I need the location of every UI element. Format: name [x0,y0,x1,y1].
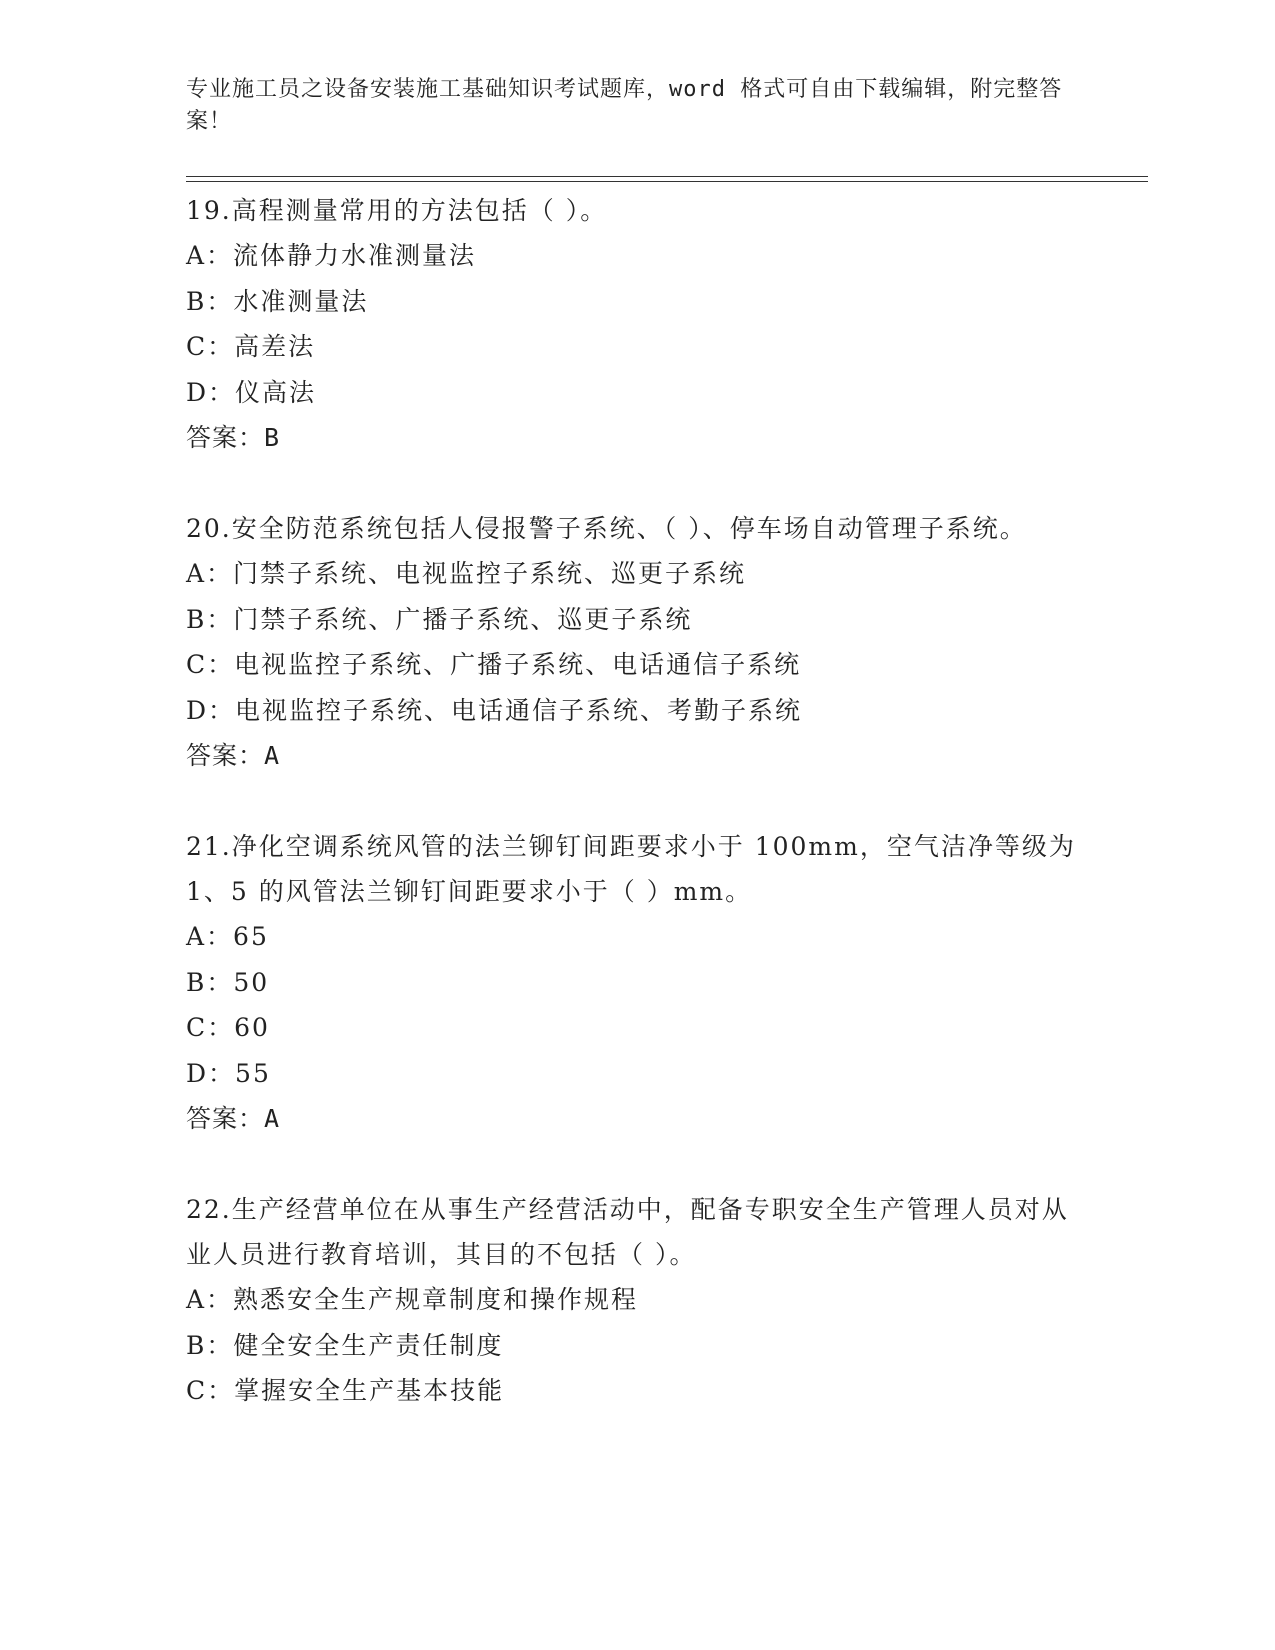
document-header: 专业施工员之设备安装施工基础知识考试题库，word 格式可自由下载编辑，附完整答案！ [186,77,1063,134]
question-19 [186,188,1086,460]
header-divider-bottom [186,181,1148,182]
question-20 [186,506,1086,778]
question-21 [186,824,1086,1141]
option-d: D：电视监控子系统、电话通信子系统、考勤子系统 [186,695,803,725]
option-b: B：水准测量法 [186,286,369,316]
header-divider-top [186,176,1148,177]
question-stem: 19.高程测量常用的方法包括（ ）。 [186,196,608,225]
question-stem: 20.安全防范系统包括人侵报警子系统、（ ）、停车场自动管理子系统。 [186,514,1027,543]
answer-line: 答案：B [186,423,281,452]
option-a: A：熟悉安全生产规章制度和操作规程 [186,1285,639,1314]
answer-line: 答案：A [186,1104,281,1133]
option-c: C：60 [186,1013,270,1042]
answer-line: 答案：A [186,741,281,770]
option-a: A：65 [186,922,269,951]
option-c: C：掌握安全生产基本技能 [186,1376,505,1405]
option-a: A：门禁子系统、电视监控子系统、巡更子系统 [186,559,747,588]
option-a: A：流体静力水准测量法 [186,241,477,270]
question-stem: 22.生产经营单位在从事生产经营活动中，配备专职安全生产管理人员对从业人员进行教育培训，其目的不包括（ ）。 [186,1195,1069,1269]
question-stem: 21.净化空调系统风管的法兰铆钉间距要求小于 100mm，空气洁净等级为 1、5 的风管法兰铆钉间距要求小于（ ）mm。 [186,832,1076,906]
option-b: B：健全安全生产责任制度 [186,1330,504,1360]
option-d: D：55 [186,1058,271,1088]
question-list [186,188,1086,1460]
question-22 [186,1187,1086,1414]
option-c: C：电视监控子系统、广播子系统、电话通信子系统 [186,650,802,679]
option-c: C：高差法 [186,332,316,361]
option-b: B：50 [186,967,270,997]
option-d: D：仪高法 [186,377,317,407]
option-b: B：门禁子系统、广播子系统、巡更子系统 [186,604,693,634]
